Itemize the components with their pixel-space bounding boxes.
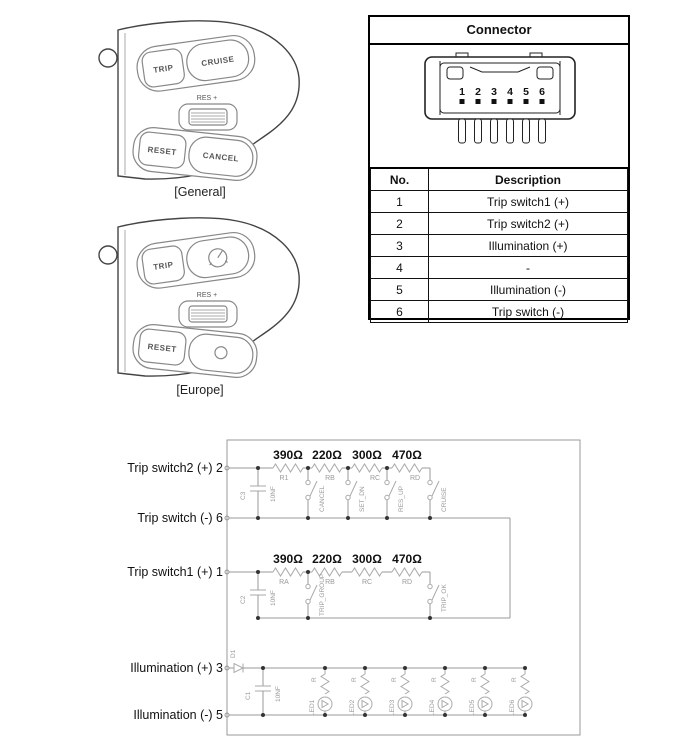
capacitor-value: 10NF <box>270 486 277 502</box>
pin-contact <box>476 99 481 104</box>
mount-tab <box>99 246 117 264</box>
resistor-name: RC <box>369 475 381 482</box>
pin-description: - <box>429 257 628 279</box>
pin-label-trip-switch2: Trip switch2 (+) 2 <box>127 461 223 475</box>
led-branch-2 <box>349 668 372 716</box>
switch-res-up <box>385 468 405 518</box>
keying-slot <box>447 67 463 79</box>
cancel-button-label: CANCEL <box>202 150 240 164</box>
connector-drawing <box>370 45 628 167</box>
illumination-circuit <box>229 649 532 717</box>
switch-label: SET_DN <box>359 486 366 512</box>
pin-no: 1 <box>371 191 429 213</box>
led-label: LED5 <box>469 699 476 716</box>
table-row <box>371 191 628 213</box>
pin-leg <box>491 119 498 143</box>
pin-no: 2 <box>371 213 429 235</box>
pin-leg <box>459 119 466 143</box>
resistor-RB <box>312 568 342 576</box>
resistor-value: 390Ω <box>273 448 303 462</box>
steering-wheel-europe <box>85 213 315 383</box>
pin-label-trip-switch1: Trip switch1 (+) 1 <box>127 565 223 579</box>
trip-button-label: TRIP <box>152 63 175 75</box>
reset-button-label: RESET <box>147 342 178 355</box>
led-label: LED4 <box>429 699 436 716</box>
table-header-row <box>371 168 628 191</box>
pin-label-illum-neg: Illumination (-) 5 <box>133 708 223 722</box>
rocker-switch <box>179 104 237 130</box>
pin-number: 4 <box>507 86 513 98</box>
pin-no: 6 <box>371 301 429 323</box>
col-header-description: Description <box>429 168 628 191</box>
led-label: LED6 <box>509 699 516 716</box>
branch-resistor-label: R <box>431 677 438 682</box>
resistor-value: 390Ω <box>273 552 303 566</box>
resistor-value: 470Ω <box>392 552 422 566</box>
resistor-RD <box>392 568 422 576</box>
table-row <box>371 213 628 235</box>
resistor-RD <box>392 464 422 472</box>
capacitor-C1 <box>245 668 282 715</box>
resistor-name: RB <box>325 475 335 482</box>
pin-number: 3 <box>491 86 497 98</box>
branch-resistor-label: R <box>351 677 358 682</box>
res-label: RES + <box>196 95 218 102</box>
pin-no: 4 <box>371 257 429 279</box>
branch-resistor-label: R <box>511 677 518 682</box>
pin-description: Trip switch (-) <box>429 301 628 323</box>
switch-label: TRIP_GROUP <box>319 573 326 616</box>
pin-description-table <box>370 167 628 323</box>
keying-slot <box>537 67 553 79</box>
led-branch-6 <box>509 668 532 716</box>
switch-set-dn <box>346 468 366 518</box>
diode-D1 <box>230 649 243 672</box>
resistor-name: RB <box>325 579 335 586</box>
table-row <box>371 301 628 323</box>
pin-no: 3 <box>371 235 429 257</box>
table-row <box>371 279 628 301</box>
branch-resistor-label: R <box>311 677 318 682</box>
capacitor-name: C2 <box>240 595 247 604</box>
switch-label: RES_UP <box>398 485 405 512</box>
switch-cancel <box>306 468 326 518</box>
table-row <box>371 257 628 279</box>
led-label: LED1 <box>309 699 316 716</box>
switch-label: CANCEL <box>319 485 326 512</box>
connector-title: Connector <box>370 17 628 45</box>
pin-description: Illumination (+) <box>429 235 628 257</box>
pin-number: 5 <box>523 86 529 98</box>
pin-number: 2 <box>475 86 481 98</box>
caption-general: [General] <box>174 185 226 199</box>
blank-button-circle <box>214 346 227 359</box>
pin-number: 1 <box>459 86 465 98</box>
pin-leg <box>539 119 546 143</box>
capacitor-value: 10NF <box>270 590 277 606</box>
switch-cruise <box>428 468 448 518</box>
pin-label-trip-switch-neg: Trip switch (-) 6 <box>137 511 223 525</box>
diode-name: D1 <box>230 649 237 658</box>
pin-number: 6 <box>539 86 545 98</box>
mount-tab <box>99 49 117 67</box>
pin-contact <box>508 99 513 104</box>
switch-label: TRIP_OK <box>441 584 448 612</box>
resistor-RA <box>273 568 303 576</box>
capacitor-name: C3 <box>240 491 247 500</box>
switch-label: CRUISE <box>441 487 448 512</box>
resistor-name: R1 <box>279 475 289 482</box>
caption-europe: [Europe] <box>176 383 224 397</box>
led-branch-4 <box>429 668 452 716</box>
resistor-R1 <box>273 464 303 472</box>
resistor-value: 220Ω <box>312 448 342 462</box>
switch-trip-ok <box>428 572 448 618</box>
resistor-name: RC <box>361 579 373 586</box>
pin-description: Trip switch1 (+) <box>429 191 628 213</box>
res-label: RES + <box>196 292 218 299</box>
capacitor-C2 <box>240 572 277 618</box>
col-header-no: No. <box>371 168 429 191</box>
trip-button-label: TRIP <box>152 260 175 272</box>
resistor-value: 300Ω <box>352 448 382 462</box>
led-label: LED3 <box>389 699 396 716</box>
pin-contact <box>540 99 545 104</box>
pin-contact <box>492 99 497 104</box>
steering-wheel-general <box>85 16 315 186</box>
resistor-RB <box>312 464 342 472</box>
pin-leg <box>507 119 514 143</box>
table-row <box>371 235 628 257</box>
led-branch-1 <box>309 668 332 716</box>
resistor-value: 300Ω <box>352 552 382 566</box>
led-branch-5 <box>469 668 492 716</box>
resistor-name: RD <box>401 579 413 586</box>
trip-switch1-circuit <box>229 552 510 620</box>
branch-resistor-label: R <box>471 677 478 682</box>
rocker-switch <box>179 301 237 327</box>
pin-contact <box>460 99 465 104</box>
pin-no: 5 <box>371 279 429 301</box>
resistor-value: 220Ω <box>312 552 342 566</box>
pin-description: Illumination (-) <box>429 279 628 301</box>
capacitor-value: 10NF <box>275 686 282 702</box>
capacitor-name: C1 <box>245 691 252 700</box>
pin-leg <box>523 119 530 143</box>
resistor-RC <box>352 568 382 576</box>
capacitor-C3 <box>240 468 277 518</box>
resistor-RC <box>352 464 382 472</box>
pin-description: Trip switch2 (+) <box>429 213 628 235</box>
connector-panel <box>368 15 630 320</box>
circuit-schematic <box>85 420 605 753</box>
branch-resistor-label: R <box>391 677 398 682</box>
led-branch-3 <box>389 668 412 716</box>
cruise-button-label: CRUISE <box>200 54 235 69</box>
resistor-name: RD <box>409 475 421 482</box>
pin-label-illum-pos: Illumination (+) 3 <box>130 661 223 675</box>
reset-button-label: RESET <box>147 145 178 158</box>
resistor-value: 470Ω <box>392 448 422 462</box>
switch-trip-group <box>306 572 326 618</box>
resistor-name: RA <box>279 579 289 586</box>
led-label: LED2 <box>349 699 356 716</box>
center-tab <box>470 67 530 72</box>
pin-contact <box>524 99 529 104</box>
pin-leg <box>475 119 482 143</box>
